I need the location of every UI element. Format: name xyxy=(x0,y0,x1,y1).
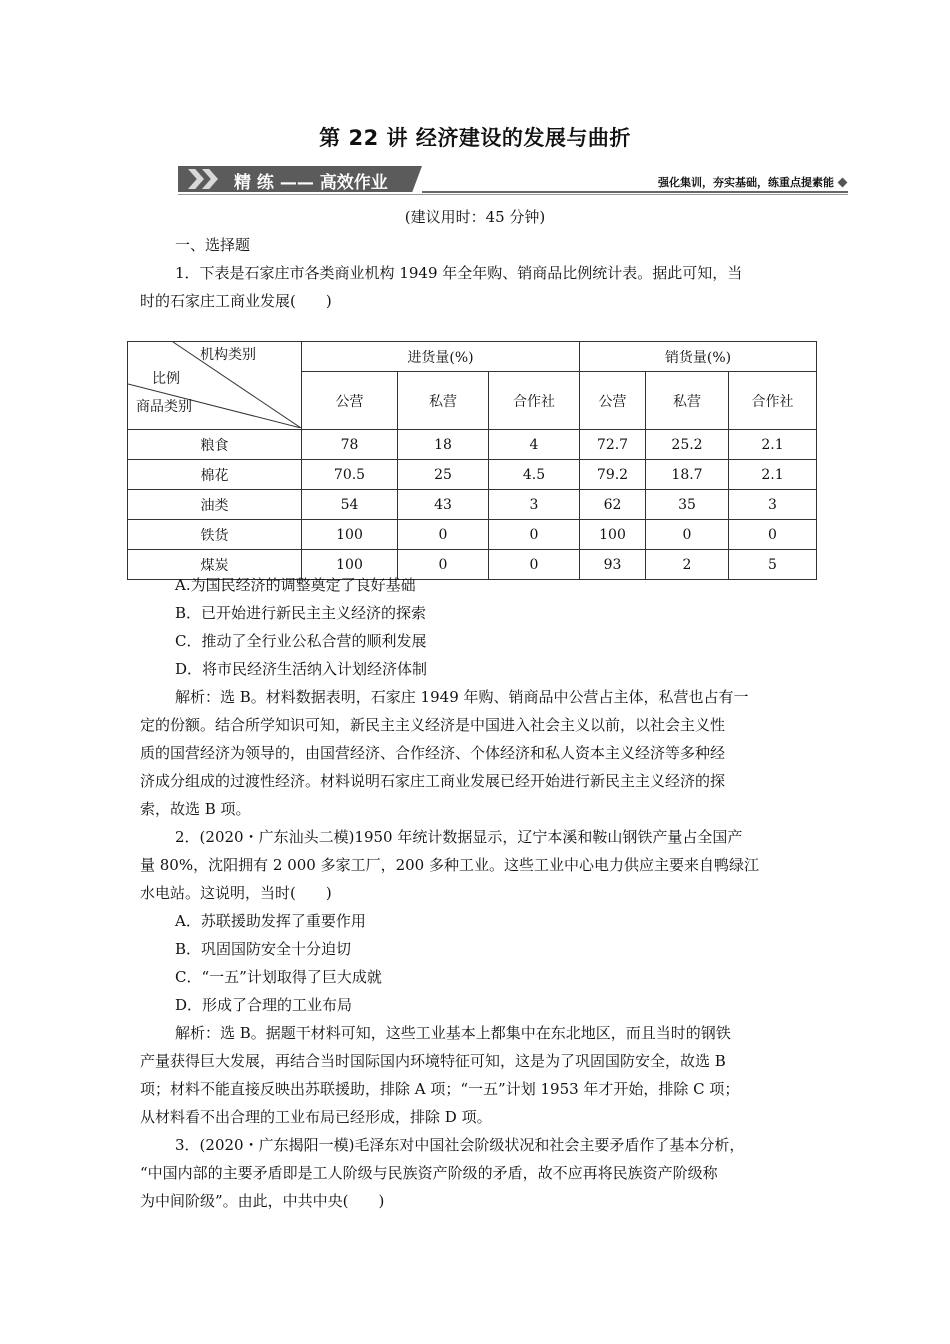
q2-option-a: A．苏联援助发挥了重要作用 xyxy=(175,912,366,930)
row-label: 油类 xyxy=(128,490,302,520)
time-note: (建议用时：45 分钟) xyxy=(404,208,546,226)
table-row xyxy=(128,460,817,490)
row-label: 铁货 xyxy=(128,520,302,550)
diamond-icon xyxy=(838,178,848,188)
table-cell: 100 xyxy=(302,550,398,580)
q2-stem-line: 量 80%，沈阳拥有 2 000 多家工厂，200 多种工业。这些工业中心电力供应主要来自鸭绿江 xyxy=(140,856,759,874)
q2-analysis-line: 产量获得巨大发展，再结合当时国际国内环境特征可知，这是为了巩固国防安全，故选 B xyxy=(140,1052,726,1070)
q2-option-b: B．巩固国防安全十分迫切 xyxy=(175,940,352,958)
table-cell: 18 xyxy=(398,430,489,460)
sub-header: 私营 xyxy=(398,372,489,430)
table-row xyxy=(128,520,817,550)
q1-option-a: A.为国民经济的调整奠定了良好基础 xyxy=(175,576,416,594)
sub-header: 私营 xyxy=(646,372,729,430)
table-cell: 2.1 xyxy=(729,460,817,490)
page-title: 第 22 讲 经济建设的发展与曲折 xyxy=(319,126,631,150)
section-heading: 一、选择题 xyxy=(175,236,251,254)
group-header-in: 进货量(%) xyxy=(302,342,580,372)
table-cell: 0 xyxy=(398,550,489,580)
corner-label-ratio: 比例 xyxy=(152,371,180,387)
table-row xyxy=(128,430,817,460)
table-cell: 25.2 xyxy=(646,430,729,460)
banner-divider xyxy=(422,191,848,193)
q1-option-d: D．将市民经济生活纳入计划经济体制 xyxy=(175,660,428,678)
table-cell: 2.1 xyxy=(729,430,817,460)
corner-label-institution: 机构类别 xyxy=(200,347,256,363)
q1-analysis-line: 解析：选 B。材料数据表明，石家庄 1949 年购、销商品中公营占主体，私营也占有一 xyxy=(175,688,749,706)
q1-stem-line: 1．下表是石家庄市各类商业机构 1949 年全年购、销商品比例统计表。据此可知，当 xyxy=(175,264,743,282)
table-corner-cell xyxy=(128,342,302,430)
q1-analysis-line: 济成分组成的过渡性经济。材料说明石家庄工商业发展已经开始进行新民主主义经济的探 xyxy=(140,772,726,790)
table-row xyxy=(128,490,817,520)
table-cell: 43 xyxy=(398,490,489,520)
table-cell: 3 xyxy=(489,490,580,520)
table-cell: 79.2 xyxy=(580,460,646,490)
sub-header: 公营 xyxy=(580,372,646,430)
q3-stem-line: 3．(2020・广东揭阳一模)毛泽东对中国社会阶级状况和社会主要矛盾作了基本分析， xyxy=(175,1136,745,1154)
table-cell: 0 xyxy=(489,520,580,550)
table-cell: 2 xyxy=(646,550,729,580)
row-label: 棉花 xyxy=(128,460,302,490)
group-header-out: 销货量(%) xyxy=(580,342,817,372)
table-cell: 25 xyxy=(398,460,489,490)
q1-stem-line: 时的石家庄工商业发展( ) xyxy=(140,292,332,310)
table-cell: 0 xyxy=(646,520,729,550)
section-banner xyxy=(178,166,848,194)
table-cell: 4 xyxy=(489,430,580,460)
banner-underline xyxy=(178,194,848,195)
q1-analysis-line: 定的份额。结合所学知识可知，新民主主义经济是中国进入社会主义以前，以社会主义性 xyxy=(140,716,726,734)
table-cell: 4.5 xyxy=(489,460,580,490)
table-cell: 35 xyxy=(646,490,729,520)
q2-option-c: C．“一五”计划取得了巨大成就 xyxy=(175,968,382,986)
q2-stem-line: 水电站。这说明，当时( ) xyxy=(140,884,332,902)
table-cell: 5 xyxy=(729,550,817,580)
banner-slogan: 强化集训，夯实基础，练重点提素能 xyxy=(658,176,834,189)
table-cell: 54 xyxy=(302,490,398,520)
sub-header: 合作社 xyxy=(489,372,580,430)
corner-label-category: 商品类别 xyxy=(136,399,192,415)
q2-stem-line: 2．(2020・广东汕头二模)1950 年统计数据显示，辽宁本溪和鞍山钢铁产量占全国产 xyxy=(175,828,743,846)
table-cell: 62 xyxy=(580,490,646,520)
q1-option-b: B．已开始进行新民主主义经济的探索 xyxy=(175,604,427,622)
q1-option-c: C．推动了全行业公私合营的顺利发展 xyxy=(175,632,427,650)
row-label: 粮食 xyxy=(128,430,302,460)
q2-option-d: D．形成了合理的工业布局 xyxy=(175,996,353,1014)
row-label: 煤炭 xyxy=(128,550,302,580)
q2-analysis-line: 项；材料不能直接反映出苏联援助，排除 A 项；“一五”计划 1953 年才开始，排除 C 项； xyxy=(140,1080,740,1098)
q3-stem-line: “中国内部的主要矛盾即是工人阶级与民族资产阶级的矛盾，故不应再将民族资产阶级称 xyxy=(140,1164,718,1182)
banner-label: 精 练 —— 高效作业 xyxy=(234,173,388,193)
table-cell: 18.7 xyxy=(646,460,729,490)
sub-header: 公营 xyxy=(302,372,398,430)
q1-analysis-line: 质的国营经济为领导的，由国营经济、合作经济、个体经济和私人资本主义经济等多种经 xyxy=(140,744,726,762)
table-cell: 70.5 xyxy=(302,460,398,490)
data-table xyxy=(127,341,817,580)
table-cell: 0 xyxy=(489,550,580,580)
table-cell: 78 xyxy=(302,430,398,460)
table-cell: 72.7 xyxy=(580,430,646,460)
q1-analysis-line: 索，故选 B 项。 xyxy=(140,800,251,818)
table-cell: 100 xyxy=(580,520,646,550)
table-cell: 100 xyxy=(302,520,398,550)
table-cell: 93 xyxy=(580,550,646,580)
table-cell: 0 xyxy=(398,520,489,550)
q3-stem-line: 为中间阶级”。由此，中共中央( ) xyxy=(140,1192,385,1210)
q2-analysis-line: 从材料看不出合理的工业布局已经形成，排除 D 项。 xyxy=(140,1108,492,1126)
table-cell: 3 xyxy=(729,490,817,520)
table-cell: 0 xyxy=(729,520,817,550)
q2-analysis-line: 解析：选 B。据题干材料可知，这些工业基本上都集中在东北地区，而且当时的钢铁 xyxy=(175,1024,731,1042)
sub-header: 合作社 xyxy=(729,372,817,430)
